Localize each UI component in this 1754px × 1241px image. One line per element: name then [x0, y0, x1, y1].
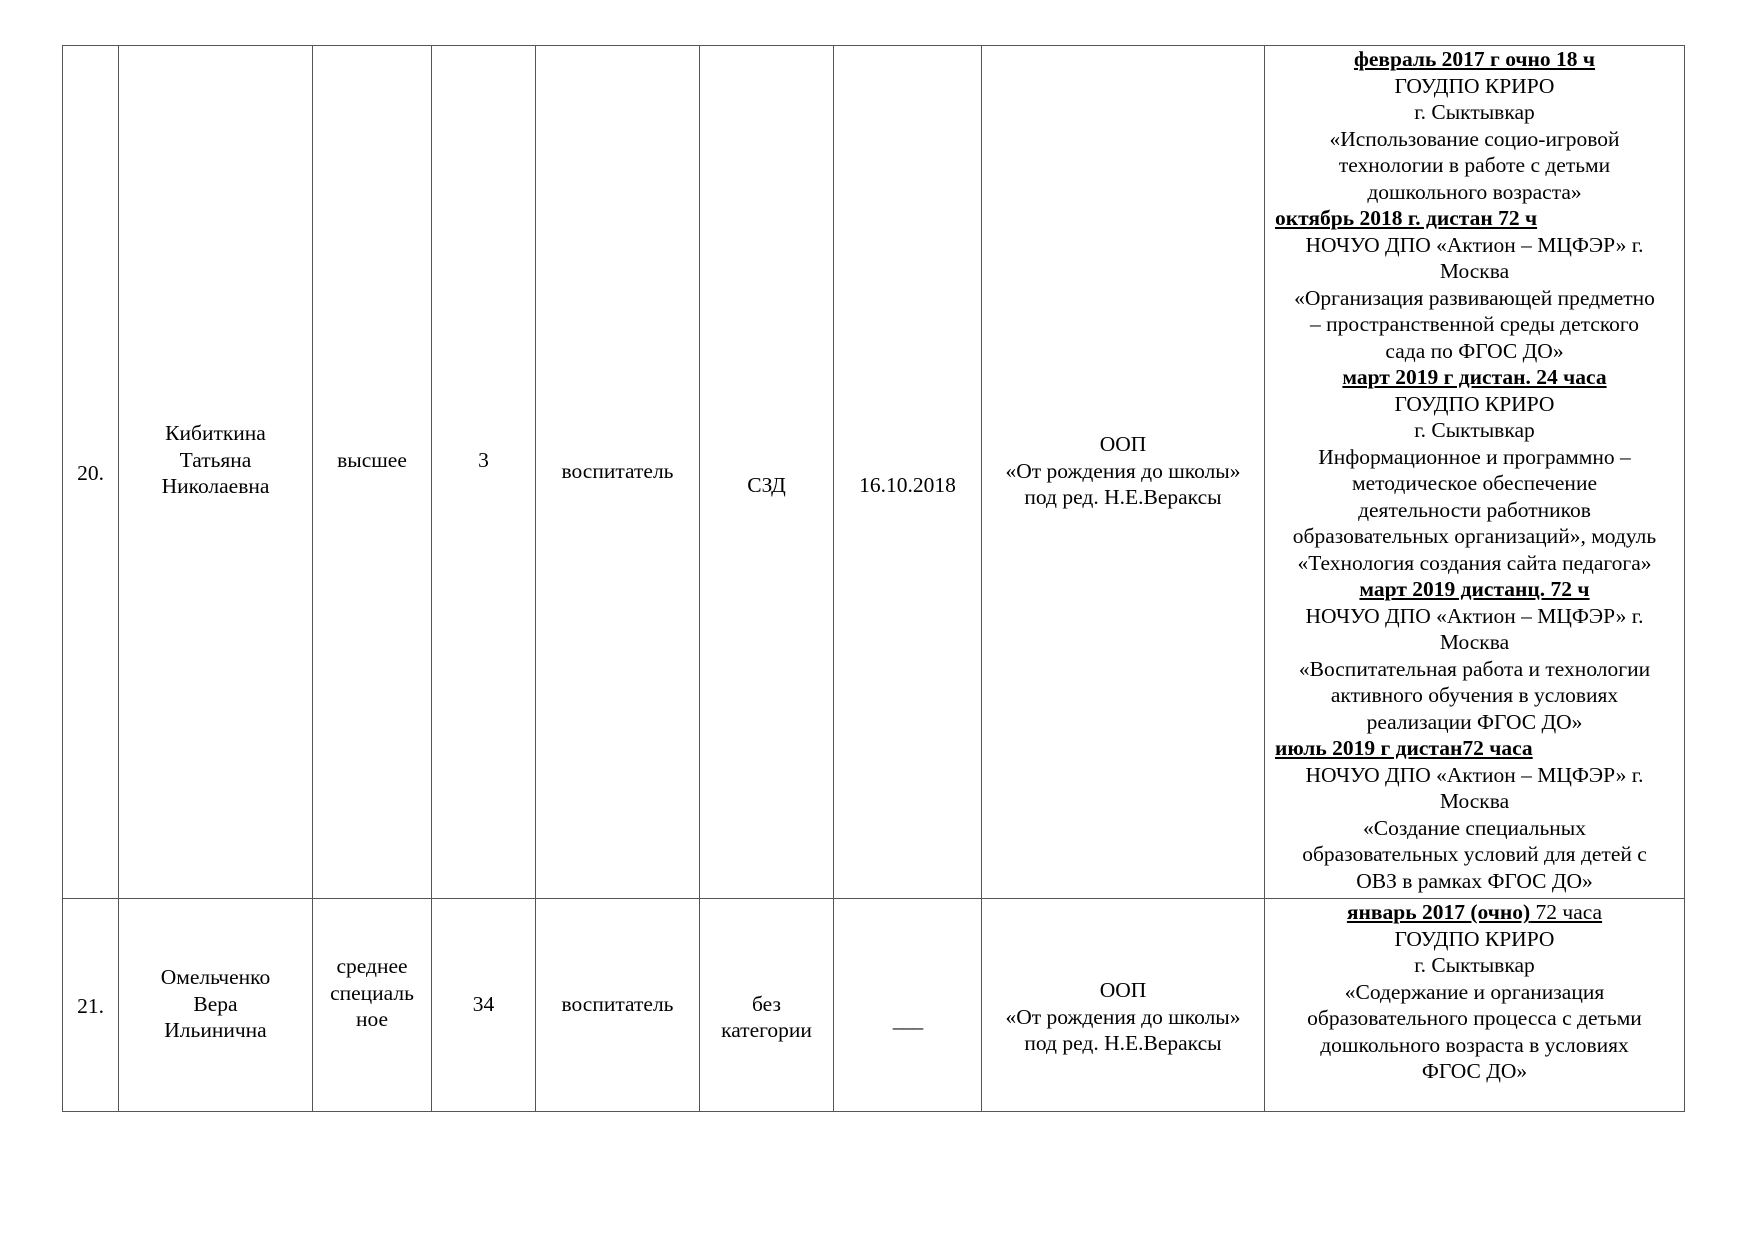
course-line: деятельности работников — [1358, 497, 1591, 522]
course-line: г. Сыктывкар — [1414, 953, 1535, 977]
course-line: г. Сыктывкар — [1414, 418, 1535, 442]
course-date: июль 2019 г дистан72 часа — [1275, 736, 1533, 760]
education: высшее — [313, 46, 432, 899]
attestation-date — [834, 899, 982, 1112]
experience: 34 — [432, 899, 536, 1112]
course-line: технологии в работе с детьми — [1338, 153, 1611, 177]
course-entry — [1275, 735, 1674, 894]
course-line: Москва — [1439, 630, 1510, 654]
course-line: ГОУДПО КРИРО — [1394, 926, 1555, 951]
course-line: ГОУДПО КРИРО — [1394, 73, 1555, 98]
course-line: НОЧУО ДПО «Актион – МЦФЭР» г. — [1305, 232, 1644, 257]
course-date: март 2019 дистанц. 72 ч — [1359, 577, 1590, 601]
course-line: «Технология создания сайта педагога» — [1297, 550, 1652, 575]
course-line: Москва — [1439, 789, 1510, 813]
course-line: Москва — [1439, 259, 1510, 283]
course-line: НОЧУО ДПО «Актион – МЦФЭР» г. — [1305, 762, 1644, 787]
course-line: реализации ФГОС ДО» — [1366, 709, 1583, 734]
staff-table — [62, 45, 1685, 1112]
category: СЗД — [700, 46, 834, 899]
course-line: «Содержание и организация — [1344, 979, 1605, 1004]
row-number: 20. — [63, 46, 119, 899]
course-line: НОЧУО ДПО «Актион – МЦФЭР» г. — [1305, 603, 1644, 628]
course-entry — [1275, 576, 1674, 735]
position: воспитатель — [536, 46, 700, 899]
course-line: дошкольного возраста» — [1367, 179, 1582, 204]
course-line: «Создание специальных — [1363, 815, 1586, 840]
course-line: ОВЗ в рамках ФГОС ДО» — [1356, 868, 1593, 893]
experience: 3 — [432, 46, 536, 899]
attestation-date: 16.10.2018 — [834, 46, 982, 899]
course-line: образовательных организаций», модуль — [1292, 524, 1657, 548]
employee-name: Омельченко Вера Ильинична — [119, 899, 313, 1112]
course-line: методическое обеспечение — [1351, 471, 1597, 495]
course-line: г. Сыктывкар — [1414, 100, 1535, 124]
course-entry — [1275, 205, 1674, 364]
courses-list — [1265, 899, 1685, 1112]
table-row — [63, 46, 1685, 899]
program: ООП «От рождения до школы» под ред. Н.Е.Вераксы — [982, 899, 1265, 1112]
empty-date-dash: ___ — [892, 1007, 923, 1032]
course-line: активного обучения в условиях — [1330, 683, 1619, 707]
course-line: «Использование социо-игровой — [1329, 126, 1620, 151]
course-date: март 2019 г дистан. 24 часа — [1342, 365, 1607, 389]
course-date: февраль 2017 г очно 18 ч — [1353, 47, 1596, 71]
row-number: 21. — [63, 899, 119, 1112]
course-line: образовательных условий для детей с — [1302, 842, 1647, 866]
employee-name: Кибиткина Татьяна Николаевна — [119, 46, 313, 899]
course-line: ГОУДПО КРИРО — [1394, 391, 1555, 416]
position: воспитатель — [536, 899, 700, 1112]
course-line: ФГОС ДО» — [1421, 1059, 1528, 1083]
table-row — [63, 899, 1685, 1112]
course-line: – пространственной среды детского — [1310, 312, 1639, 336]
course-line: образовательного процесса с детьми — [1307, 1006, 1642, 1030]
course-line: дошкольного возраста в условиях — [1320, 1032, 1629, 1057]
course-line: «Воспитательная работа и технологии — [1298, 656, 1651, 681]
course-line: сада по ФГОС ДО» — [1385, 338, 1564, 363]
course-entry — [1275, 899, 1674, 1085]
program: ООП «От рождения до школы» под ред. Н.Е.Вераксы — [982, 46, 1265, 899]
education: среднее специаль ное — [313, 899, 432, 1112]
course-entry — [1275, 46, 1674, 205]
course-date: январь 2017 (очно) 72 часа — [1346, 900, 1603, 924]
category: без категории — [700, 899, 834, 1112]
course-entry — [1275, 364, 1674, 576]
course-line: Информационное и программно – — [1318, 444, 1631, 469]
course-date: октябрь 2018 г. дистан 72 ч — [1275, 206, 1538, 230]
course-line: «Организация развивающей предметно — [1294, 285, 1655, 310]
courses-list — [1265, 46, 1685, 899]
